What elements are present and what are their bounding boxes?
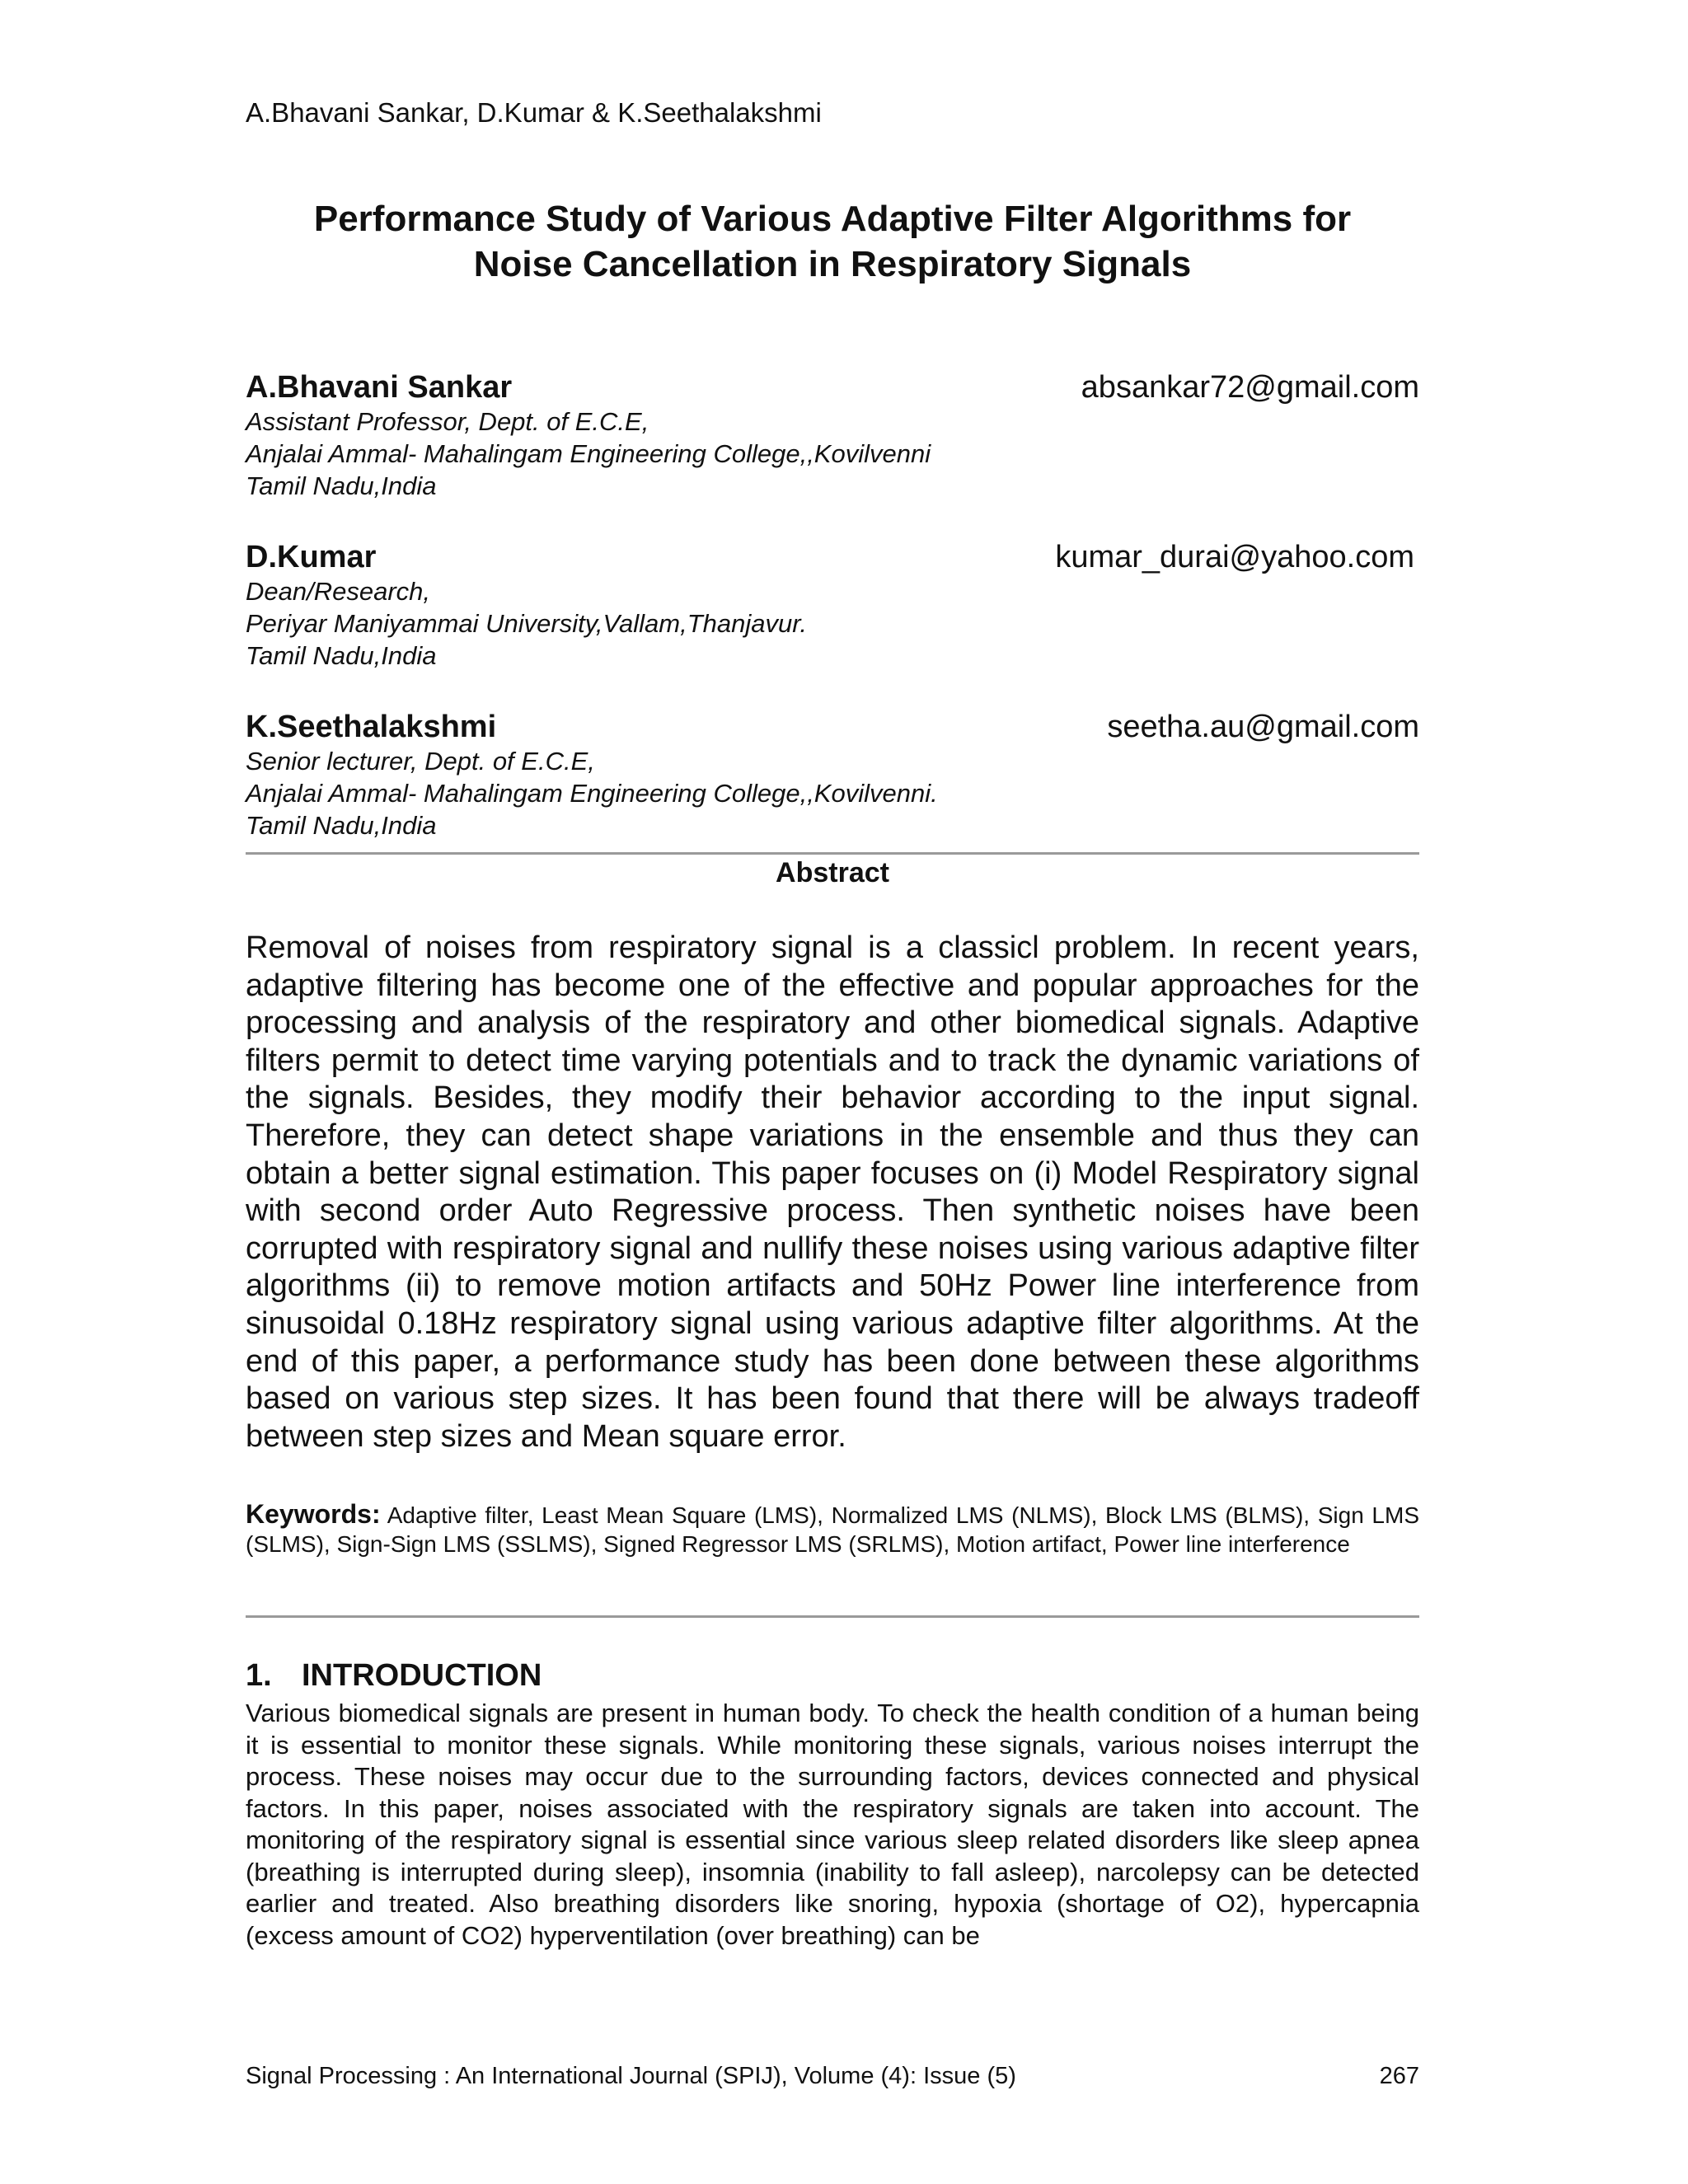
author-name: A.Bhavani Sankar (246, 370, 513, 405)
divider-rule (246, 1615, 1419, 1618)
author-block-1 (246, 369, 1419, 502)
page-number: 267 (1379, 2063, 1419, 2089)
paper-title (246, 196, 1419, 287)
author-affiliation-line: Tamil Nadu,India (246, 471, 437, 500)
running-head: A.Bhavani Sankar, D.Kumar & K.Seethalakshmi (246, 97, 822, 128)
author-affiliation-line: Assistant Professor, Dept. of E.C.E, (246, 407, 649, 436)
author-affiliation-line: Anjalai Ammal- Mahalingam Engineering College,,Kovilvenni (246, 439, 931, 468)
keywords-text: Adaptive filter, Least Mean Square (LMS), Normalized LMS (NLMS), Block LMS (BLMS), Sign LMS (SLMS), Sign-Sign LMS (SSLMS), Signed Regressor LMS (SRLMS), Motion artifact, Power line interference (246, 1502, 1419, 1557)
section-heading-introduction (246, 1658, 542, 1694)
journal-citation: Signal Processing : An International Journal (SPIJ), Volume (4): Issue (5) (246, 2063, 1016, 2089)
author-affiliation-line: Anjalai Ammal- Mahalingam Engineering College,,Kovilvenni. (246, 779, 938, 808)
abstract-text: Removal of noises from respiratory signal is a classicl problem. In recent years, adaptive filtering has become one of the effective and popular approaches for the processing and analysis of the respiratory and other biomedical signals. Adaptive filters permit to detect time varying potentials and to track the dynamic variations of the signals. Besides, they modify their behavior according to the input signal. Therefore, they can detect shape variations in the ensemble and thus they can obtain a better signal estimation. This paper focuses on (i) Model Respiratory signal with second order Auto Regressive process. Then synthetic noises have been corrupted with respiratory signal and nullify these noises using various adaptive filter algorithms (ii) to remove motion artifacts and 50Hz Power line interference from sinusoidal 0.18Hz respiratory signal using various adaptive filter algorithms. At the end of this paper, a performance study has been done between these algorithms based on various step sizes. It has been found that there will be always tradeoff between step sizes and Mean square error. (246, 930, 1419, 1454)
author-email[interactable]: absankar72@gmail.com (1081, 370, 1419, 405)
page-footer (246, 2063, 1419, 2090)
author-affiliation-line: Tamil Nadu,India (246, 811, 437, 840)
author-block-3 (246, 709, 1419, 841)
keywords-separator: : (371, 1499, 381, 1529)
author-email[interactable]: seetha.au@gmail.com (1107, 710, 1419, 744)
keywords-label: Keywords (246, 1499, 372, 1529)
title-line-2: Noise Cancellation in Respiratory Signals (473, 244, 1192, 284)
section-number: 1. (246, 1658, 272, 1693)
author-affiliation-line: Tamil Nadu,India (246, 641, 437, 670)
author-affiliation-line: Periyar Maniyammai University,Vallam,Thanjavur. (246, 609, 808, 638)
author-affiliation-line: Dean/Research, (246, 577, 431, 606)
author-email[interactable]: kumar_durai@yahoo.com (1055, 540, 1414, 574)
author-name: D.Kumar (246, 540, 377, 574)
section-title: INTRODUCTION (302, 1658, 542, 1693)
divider-rule (246, 852, 1419, 855)
keywords-block (246, 1500, 1419, 1558)
author-name: K.Seethalakshmi (246, 710, 497, 744)
author-block-2 (246, 539, 1419, 672)
abstract-heading: Abstract (776, 857, 889, 888)
title-line-1: Performance Study of Various Adaptive Filter Algorithms for (313, 199, 1352, 239)
author-affiliation-line: Senior lecturer, Dept. of E.C.E, (246, 747, 595, 776)
introduction-text: Various biomedical signals are present in human body. To check the health condition of a human being it is essential to monitor these signals. While monitoring these signals, various noises interrupt the process. These noises may occur due to the surrounding factors, devices connected and physical factors. In this paper, noises associated with the respiratory signals are taken into account. The monitoring of the respiratory signal is essential since various sleep related disorders like sleep apnea (breathing is interrupted during sleep), insomnia (inability to fall asleep), narcolepsy can be detected earlier and treated. Also breathing disorders like snoring, hypoxia (shortage of O2), hypercapnia (excess amount of CO2) hyperventilation (over breathing) can be (246, 1699, 1419, 1950)
